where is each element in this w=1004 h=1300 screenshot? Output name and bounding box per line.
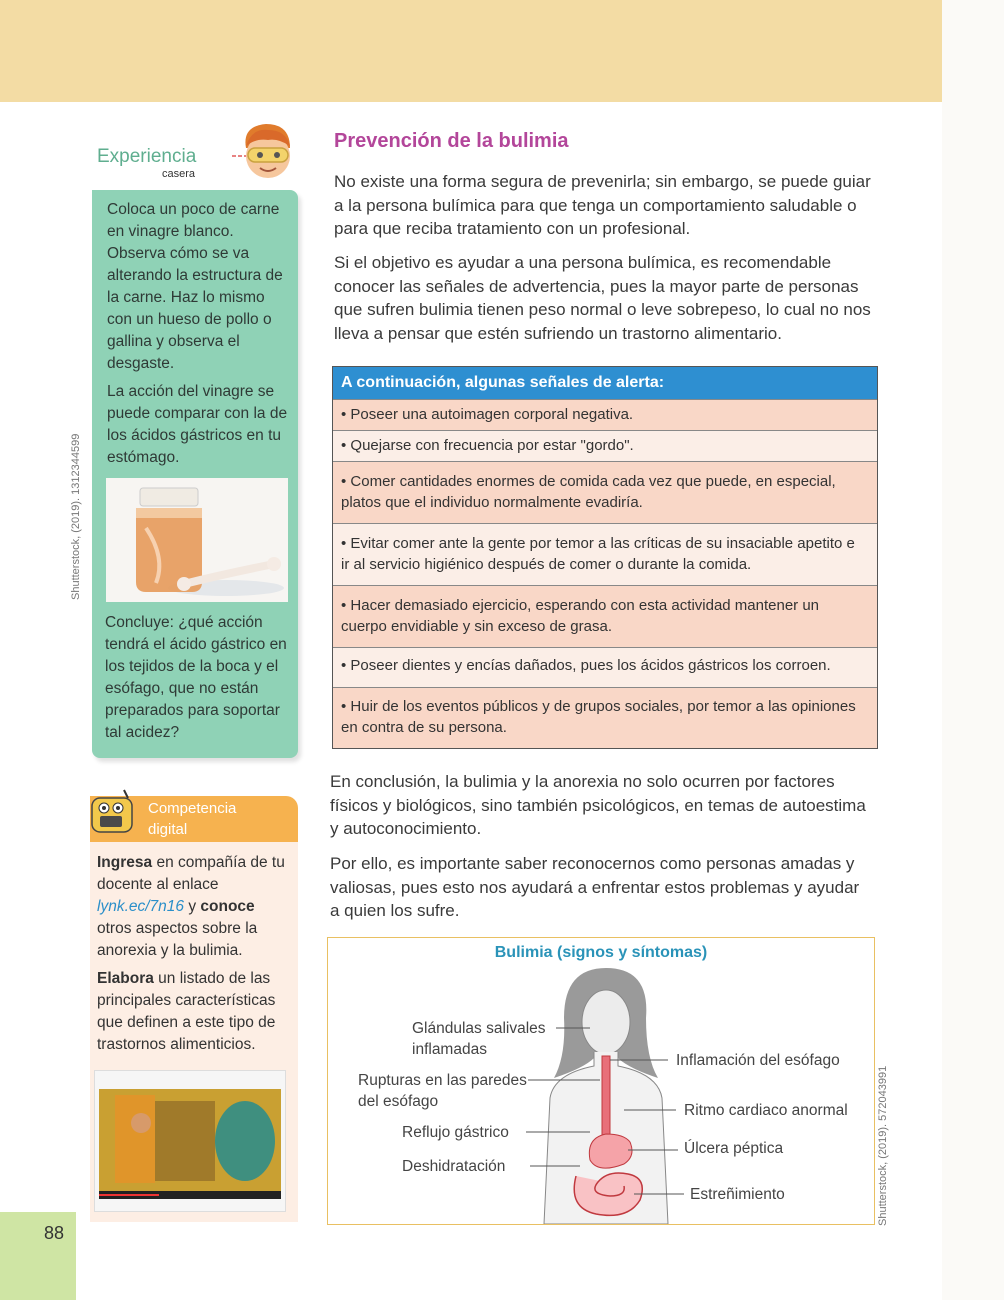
competencia-paragraph-1: Ingresa en compañía de tu docente al enlace lynk.ec/7n16 y conoce otros aspectos sobre la anorexia y la bulimia. bbox=[97, 854, 285, 959]
experiencia-paragraph-2: La acción del vinagre se puede comparar con la de los ácidos gástricos en tu estómago. bbox=[107, 383, 288, 466]
closing-paragraph: Por ello, es importante saber reconocernos como personas amadas y valiosas, pues esto nos ayudará a enfrentar estos problemas y ayudar a quien los sufre. bbox=[330, 854, 860, 920]
warning-paragraph: Si el objetivo es ayudar a una persona bulímica, es recomendable conocer las señales de advertencia, pues la mayor parte de personas que sufren bulimia tienen peso normal o leve sobrepeso, lo cual no nos lleva a pensar que estén sufriendo un trastorno alimentario. bbox=[334, 253, 871, 343]
vinegar-jar-photo bbox=[106, 478, 288, 602]
alert-row: • Poseer dientes y encías dañados, pues los ácidos gástricos los corroen. bbox=[333, 647, 877, 687]
video-thumbnail[interactable] bbox=[94, 1070, 286, 1212]
experiencia-subtitle: casera bbox=[162, 168, 196, 180]
photo-credit-left: Shutterstock, (2019). 1312344599 bbox=[70, 433, 82, 600]
right-margin-strip bbox=[942, 0, 1004, 1300]
alert-row: • Poseer una autoimagen corporal negativa. bbox=[333, 399, 877, 430]
diagram-title: Bulimia (signos y síntomas) bbox=[494, 944, 708, 961]
alert-row: • Hacer demasiado ejercicio, esperando con esta actividad mantener un cuerpo envidiable y sin exceso de grasa. bbox=[333, 585, 877, 647]
page-title: Prevención de la bulimia bbox=[334, 130, 569, 152]
conclusion-paragraph: En conclusión, la bulimia y la anorexia no solo ocurren por factores físicos y biológicos, sino también psicológicos, en temas de autoestima y autoconocimiento. bbox=[330, 772, 866, 838]
alert-row: • Huir de los eventos públicos y de grupos sociales, por temor a las opiniones en contra de su persona. bbox=[333, 687, 877, 748]
label-gastric-reflux: Reflujo gástrico bbox=[402, 1124, 509, 1141]
top-color-band bbox=[0, 0, 942, 102]
competencia-paragraph-2: Elabora un listado de las principales características que definen a este tipo de trastornos alimenticios. bbox=[97, 970, 276, 1053]
experiencia-paragraph-1: Coloca un poco de carne en vinagre blanco. Observa cómo se va alterando la estructura de la carne. Haz lo mismo con un hueso de pollo o gallina y observa el desgaste. bbox=[107, 201, 283, 372]
resource-link[interactable]: lynk.ec/7n16 bbox=[97, 898, 185, 915]
bulimia-diagram bbox=[327, 937, 875, 1225]
photo-credit-right: Shutterstock, (2019). 572043991 bbox=[877, 1065, 889, 1226]
label-peptic-ulcer: Úlcera péptica bbox=[684, 1140, 784, 1157]
label-dehydration: Deshidratación bbox=[402, 1158, 506, 1175]
label-abnormal-heart-rate: Ritmo cardiaco anormal bbox=[684, 1102, 848, 1119]
label-esophagus-rupture: Rupturas en las paredes del esófago bbox=[358, 1072, 527, 1110]
experiencia-title: Experiencia bbox=[97, 146, 197, 167]
alert-row: • Evitar comer ante la gente por temor a las críticas de su insaciable apetito e ir al servicio higiénico después de comer o durante la comida. bbox=[333, 523, 877, 585]
intro-paragraph: No existe una forma segura de prevenirla; sin embargo, se puede guiar a la persona bulímica para que tenga un comportamiento saludable o para que reciba tratamiento con un profesional. bbox=[334, 172, 871, 238]
alert-row: • Comer cantidades enormes de comida cada vez que puede, en especial, platos que el individuo normalmente evadiría. bbox=[333, 461, 877, 523]
label-esophagus-inflammation: Inflamación del esófago bbox=[676, 1052, 840, 1069]
label-constipation: Estreñimiento bbox=[690, 1186, 785, 1203]
robot-icon bbox=[84, 786, 140, 840]
page-number: 88 bbox=[44, 1223, 65, 1243]
label-salivary-glands: Glándulas salivales inflamadas bbox=[412, 1020, 546, 1058]
scientist-kid-icon bbox=[232, 118, 302, 188]
alert-table-header: A continuación, algunas señales de alerta: bbox=[333, 367, 877, 399]
competencia-label: Competencia digital bbox=[148, 800, 237, 838]
alert-row: • Quejarse con frecuencia por estar "gordo". bbox=[333, 430, 877, 461]
experiencia-paragraph-3: Concluye: ¿qué acción tendrá el ácido gástrico en los tejidos de la boca y el esófago, que no están preparados para soportar tal acidez? bbox=[105, 614, 287, 741]
page-number-tab bbox=[0, 1212, 76, 1300]
alert-signs-table bbox=[332, 366, 878, 749]
